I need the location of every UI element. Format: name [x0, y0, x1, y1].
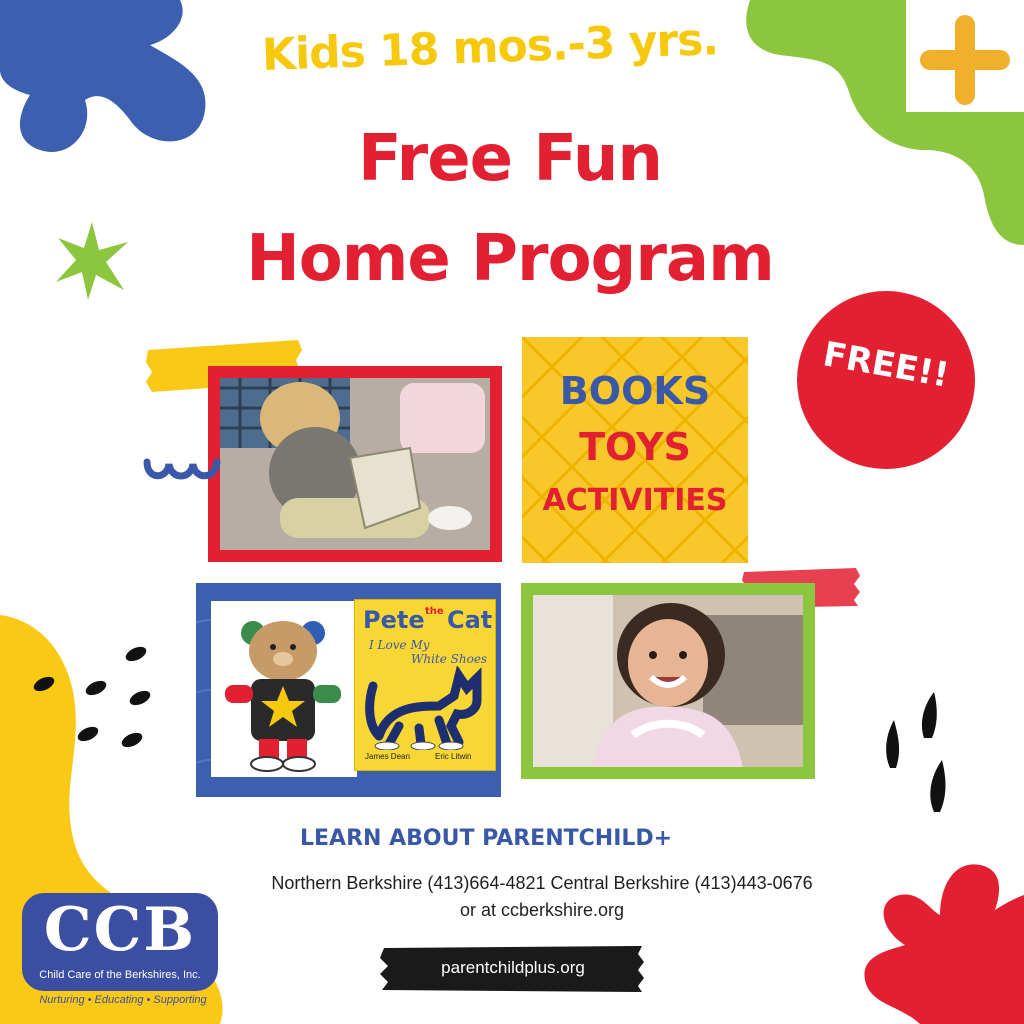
ccb-logo-letters: CCB — [43, 895, 197, 965]
title-line-2: Home Program — [246, 222, 774, 296]
book-title-cat: Cat — [447, 606, 493, 634]
free-badge-label: FREE!! — [820, 334, 952, 396]
book-title-the: the — [425, 606, 444, 617]
learn-heading: LEARN ABOUT PARENTCHILD+ — [300, 826, 673, 851]
ccb-org-name: Child Care of the Berkshires, Inc. — [39, 969, 201, 981]
book-art-credit: James Dean — [365, 752, 410, 761]
website-button[interactable]: parentchildplus.org — [441, 958, 585, 977]
photo-toy-and-book — [196, 583, 501, 797]
photo-child-reading — [208, 366, 502, 562]
black-dots-left — [28, 640, 158, 755]
book-subtitle-2: White Shoes — [411, 652, 488, 666]
blue-squiggle — [142, 450, 232, 486]
book-subtitle-1: I Love My — [369, 638, 430, 652]
offering-toys: TOYS — [579, 425, 691, 469]
contact-phones: Northern Berkshire (413)664-4821 Central Berkshire (413)443-0676 — [271, 873, 813, 893]
blue-cat-illustration — [359, 666, 491, 750]
book-story-credit: Eric Litwin — [435, 752, 472, 761]
child-reading-illustration — [220, 378, 490, 550]
free-badge — [797, 291, 975, 469]
offerings-box — [522, 337, 748, 563]
pete-the-cat-book — [354, 599, 496, 771]
contact-website-line[interactable]: or at ccberkshire.org — [459, 900, 625, 920]
teddy-bear-toy — [211, 601, 357, 777]
title-line-1: Free Fun — [358, 122, 662, 196]
offering-activities: ACTIVITIES — [542, 483, 728, 518]
black-drops-right — [876, 690, 956, 820]
red-splat-bottom-right — [860, 855, 1024, 1024]
ccb-logo — [22, 893, 218, 991]
ccb-tagline: Nurturing • Educating • Supporting — [39, 994, 207, 1006]
contact-info — [232, 870, 852, 924]
book-title-pete: Pete — [363, 606, 425, 634]
photo-smiling-child — [521, 583, 815, 779]
offering-books: BOOKS — [559, 369, 711, 413]
age-range-heading: Kids 18 mos.-3 yrs. — [261, 14, 719, 81]
smiling-child-illustration — [533, 595, 803, 767]
